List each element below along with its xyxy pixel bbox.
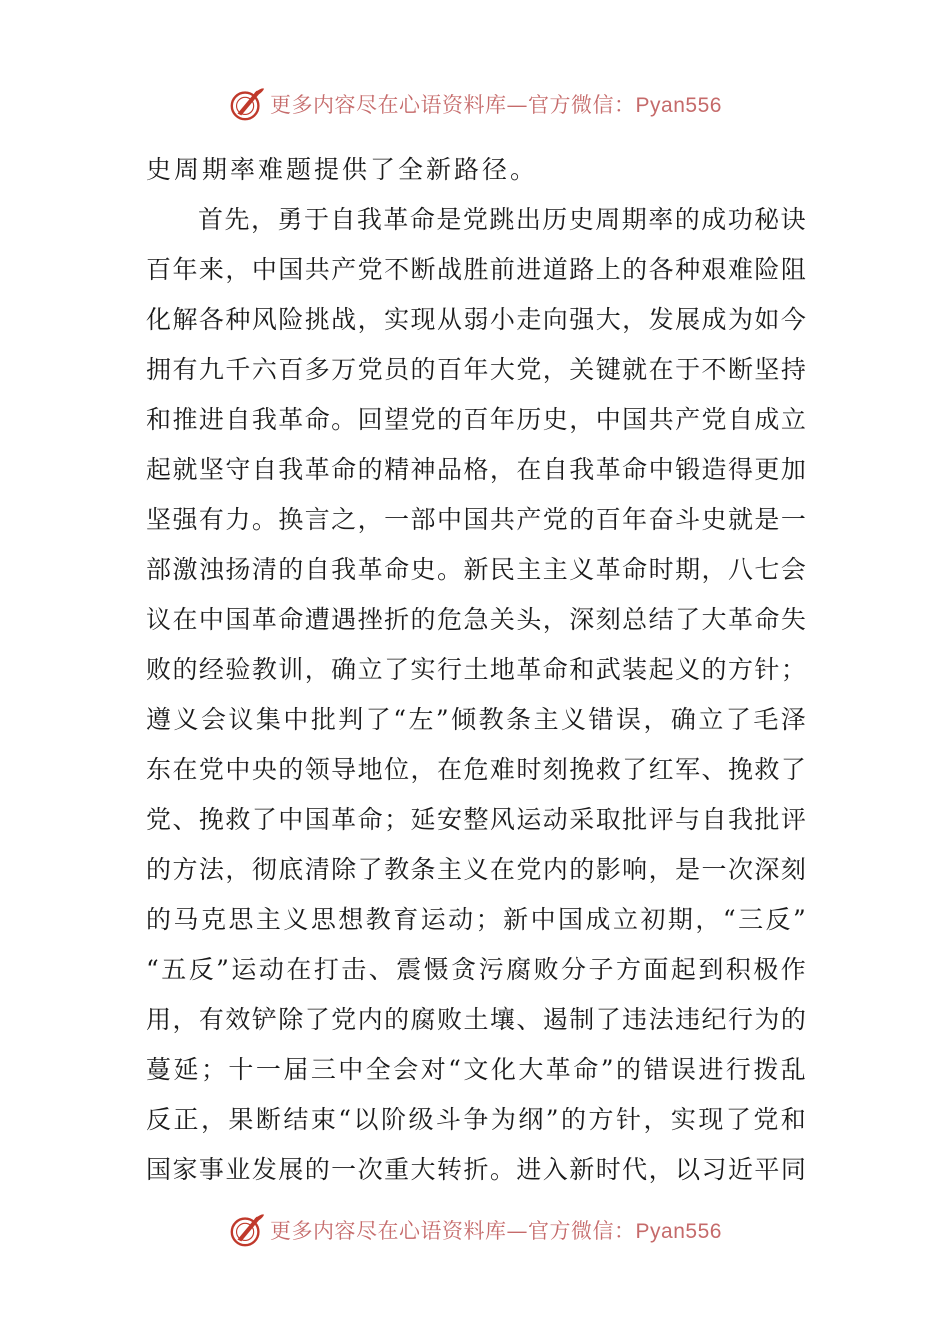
text-line: 起 就 坚 守 自 我 革 命 的 精 神 品 格 ， 在 自 我 革 命 中 锻 造 得 更 加 [146,455,806,484]
text-line: 首 先 ， 勇 于 自 我 革 命 是 党 跳 出 历 史 周 期 率 的 成 功 秘 诀 [198,205,806,234]
text-line: 史周期率难题提供了全新路径。 [146,155,539,184]
text-line: 百 年 来 ， 中 国 共 产 党 不 断 战 胜 前 进 道 路 上 的 各 种 艰 难 险 阻 [146,255,806,284]
text-line: 坚 强 有 力 。 换 言 之 ， 一 部 中 国 共 产 党 的 百 年 奋 斗 史 就 是 一 [146,505,806,534]
text-line: 败 的 经 验 教 训 ， 确 立 了 实 行 土 地 革 命 和 武 装 起 义 的 方 针 ； [146,655,806,684]
text-line: 蔓 延 ； 十 一 届 三 中 全 会 对 “ 文 化 大 革 命 ” 的 错 误 进 行 拨 乱 [146,1055,806,1084]
quill-pen-seal-icon [228,1211,266,1249]
text-line: 的 马 克 思 主 义 思 想 教 育 运 动 ； 新 中 国 成 立 初 期 ， “ 三 反 ” [146,905,806,934]
quill-pen-seal-icon [228,85,266,123]
text-line: 党 、 挽 救 了 中 国 革 命 ； 延 安 整 风 运 动 采 取 批 评 与 自 我 批 评 [146,805,806,834]
text-line: 东 在 党 中 央 的 领 导 地 位 ， 在 危 难 时 刻 挽 救 了 红 军 、 挽 救 了 [146,755,806,784]
text-line: 和 推 进 自 我 革 命 。 回 望 党 的 百 年 历 史 ， 中 国 共 产 党 自 成 立 [146,405,806,434]
wechat-handle: Pyan556 [635,94,722,117]
text-line: “ 五 反 ” 运 动 在 打 击 、 震 慑 贪 污 腐 败 分 子 方 面 起 到 积 极 作 [146,955,806,984]
banner-text: 更多内容尽在心语资料库—官方微信：Pyan556 [270,1219,722,1243]
header-banner [0,84,950,124]
text-line: 拥 有 九 千 六 百 多 万 党 员 的 百 年 大 党 ， 关 键 就 在 于 不 断 坚 持 [146,355,806,384]
text-line: 遵 义 会 议 集 中 批 判 了 “ 左 ” 倾 教 条 主 义 错 误 ， 确 立 了 毛 泽 [146,705,806,734]
text-line: 化 解 各 种 风 险 挑 战 ， 实 现 从 弱 小 走 向 强 大 ， 发 展 成 为 如 今 [146,305,806,334]
text-line: 的 方 法 ， 彻 底 清 除 了 教 条 主 义 在 党 内 的 影 响 ， 是 一 次 深 刻 [146,855,806,884]
document-body [146,145,806,1195]
banner-text: 更多内容尽在心语资料库—官方微信：Pyan556 [270,93,722,117]
text-line: 议 在 中 国 革 命 遭 遇 挫 折 的 危 急 关 头 ， 深 刻 总 结 了 大 革 命 失 [146,605,806,634]
text-line: 反 正 ， 果 断 结 束 “ 以 阶 级 斗 争 为 纲 ” 的 方 针 ， 实 现 了 党 和 [146,1105,806,1134]
footer-banner [0,1210,950,1250]
wechat-handle: Pyan556 [635,1220,722,1243]
text-line: 部 激 浊 扬 清 的 自 我 革 命 史 。 新 民 主 主 义 革 命 时 期 ， 八 七 会 [146,555,806,584]
text-line: 用 ， 有 效 铲 除 了 党 内 的 腐 败 土 壤 、 遏 制 了 违 法 违 纪 行 为 的 [146,1005,806,1034]
text-line: 国 家 事 业 发 展 的 一 次 重 大 转 折 。 进 入 新 时 代 ， 以 习 近 平 同 [146,1155,806,1184]
